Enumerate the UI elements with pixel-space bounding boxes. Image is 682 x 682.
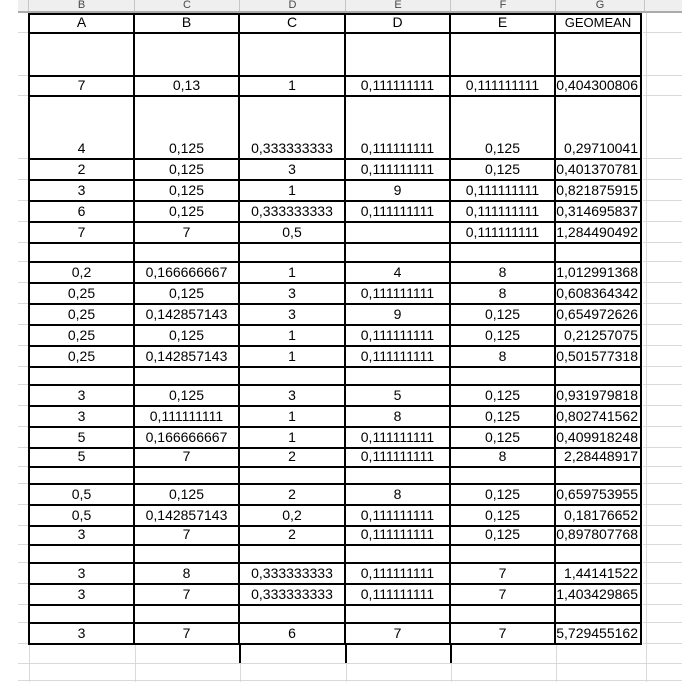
cell[interactable] — [240, 244, 346, 261]
cell[interactable]: 0,13 — [135, 77, 240, 95]
cell[interactable]: 0,111111111 — [346, 428, 451, 447]
gridline-row-stub-right — [643, 643, 682, 644]
cell[interactable]: 0,654972626 — [556, 306, 638, 322]
cell[interactable]: 0,111111111 — [346, 160, 451, 179]
gridline-row-stub-right — [643, 405, 682, 406]
cell[interactable]: 8 — [451, 263, 556, 282]
cell[interactable]: 0,111111111 — [346, 284, 451, 303]
cell[interactable]: 0,659753955 — [556, 486, 638, 502]
cell[interactable]: 6 — [240, 624, 346, 643]
table-row — [30, 244, 640, 263]
cell[interactable]: 0,111111111 — [346, 202, 451, 221]
cell[interactable]: 8 — [451, 284, 556, 303]
cell[interactable]: 0,111111111 — [346, 527, 451, 544]
cell[interactable] — [451, 468, 556, 483]
cell[interactable]: 3 — [30, 527, 135, 544]
gridline-row-stub-right — [643, 622, 682, 623]
cell[interactable]: 0,142857143 — [135, 506, 240, 525]
cell[interactable] — [135, 546, 240, 562]
cell[interactable] — [30, 468, 135, 483]
column-header-F[interactable]: F — [451, 0, 556, 11]
gridline-row-stub-right — [643, 525, 682, 526]
gridline-row-stub-right — [643, 95, 682, 96]
header-cell[interactable]: D — [346, 15, 451, 32]
cell[interactable]: 0,333333333 — [240, 97, 346, 158]
cell[interactable]: 0,111111111 — [135, 407, 240, 426]
cell[interactable] — [346, 546, 451, 562]
cell[interactable]: 0,125 — [451, 386, 556, 405]
cell[interactable]: 3 — [240, 305, 346, 324]
cell[interactable]: 0,125 — [135, 284, 240, 303]
cell[interactable]: 0,125 — [451, 527, 556, 544]
cell[interactable]: 0,111111111 — [346, 77, 451, 95]
cell[interactable]: 0,125 — [451, 485, 556, 504]
gridline-row-stub-right — [643, 242, 682, 243]
cell[interactable]: 0,333333333 — [240, 585, 346, 604]
cell[interactable] — [240, 468, 346, 483]
cell[interactable]: 0,125 — [451, 160, 556, 179]
cell[interactable] — [30, 606, 135, 622]
cell[interactable]: 0,125 — [135, 386, 240, 405]
cell[interactable]: 5 — [30, 449, 135, 466]
cell[interactable]: 0,501577318 — [556, 348, 638, 364]
cell[interactable]: 0,333333333 — [240, 202, 346, 221]
cell[interactable]: 0,25 — [30, 305, 135, 324]
cell[interactable] — [30, 34, 135, 75]
gridline-row-stub-right — [643, 504, 682, 505]
cell[interactable]: 0,608364342 — [556, 285, 638, 301]
gridline-row-stub-right — [643, 466, 682, 467]
table-row — [30, 449, 640, 468]
cell[interactable]: 0,125 — [135, 97, 240, 158]
cell[interactable]: 0,25 — [30, 326, 135, 345]
cell[interactable]: 0,125 — [451, 428, 556, 447]
cell[interactable] — [346, 34, 451, 75]
table-row — [30, 97, 640, 160]
cell[interactable]: 0,821875915 — [556, 182, 638, 198]
cell[interactable]: 7 — [135, 527, 240, 544]
cell[interactable] — [451, 606, 556, 622]
header-cell[interactable]: E — [451, 15, 556, 32]
cell[interactable]: 7 — [451, 624, 556, 643]
cell[interactable]: 8 — [451, 449, 556, 466]
gridline-row-stub-right — [643, 75, 682, 76]
cell[interactable]: 2 — [240, 449, 346, 466]
cell[interactable] — [451, 368, 556, 384]
table-row — [30, 77, 640, 97]
cell-border-extension — [239, 645, 241, 663]
cell[interactable]: 0,333333333 — [240, 564, 346, 583]
cell[interactable]: 1,284490492 — [556, 224, 638, 240]
column-header-strip — [18, 0, 682, 13]
gridline-row-stub-right — [643, 261, 682, 262]
cell[interactable]: 3 — [240, 284, 346, 303]
cell[interactable] — [135, 368, 240, 384]
cell[interactable] — [556, 546, 640, 562]
cell[interactable] — [240, 606, 346, 622]
cell[interactable]: 2 — [240, 485, 346, 504]
cell[interactable]: 1,44141522 — [556, 564, 640, 583]
cell[interactable]: 0,897807768 — [556, 527, 638, 542]
gridline-row-stub-right — [643, 544, 682, 545]
cell[interactable]: 0,125 — [451, 326, 556, 345]
cell[interactable]: 0,125 — [451, 97, 556, 158]
cell[interactable]: 5 — [30, 428, 135, 447]
cell[interactable]: 0,111111111 — [451, 223, 556, 242]
cell[interactable]: 0,111111111 — [451, 77, 556, 95]
cell[interactable] — [135, 468, 240, 483]
cell[interactable] — [135, 34, 240, 75]
cell[interactable]: 0,314695837 — [556, 203, 638, 219]
cell[interactable] — [346, 368, 451, 384]
table-header-row — [30, 15, 640, 34]
header-cell[interactable]: A — [30, 15, 135, 32]
cell[interactable] — [30, 368, 135, 384]
cell[interactable]: 1 — [240, 77, 346, 95]
cell[interactable]: 7 — [135, 585, 240, 604]
table-row — [30, 368, 640, 386]
cell[interactable]: 0,2 — [30, 263, 135, 282]
cell[interactable]: 0,111111111 — [346, 506, 451, 525]
cell[interactable]: 9 — [346, 181, 451, 200]
cell[interactable] — [556, 244, 640, 261]
cell[interactable] — [30, 546, 135, 562]
cell[interactable] — [556, 34, 640, 75]
cell[interactable]: 0,125 — [135, 202, 240, 221]
cell[interactable] — [240, 368, 346, 384]
table-row — [30, 347, 640, 368]
cell[interactable]: 3 — [30, 564, 135, 583]
cell[interactable]: 1 — [240, 428, 346, 447]
table-row — [30, 585, 640, 606]
cell[interactable]: 4 — [346, 263, 451, 282]
header-cell[interactable]: GEOMEAN — [556, 15, 640, 32]
cell[interactable] — [135, 244, 240, 261]
gridline-row-stub-right — [643, 158, 682, 159]
table-row — [30, 606, 640, 624]
cell[interactable]: 7 — [346, 624, 451, 643]
cell[interactable]: 8 — [451, 347, 556, 366]
cell[interactable]: 5,729455162 — [556, 625, 638, 641]
table-row — [30, 305, 640, 326]
column-header-G[interactable]: G — [556, 0, 645, 11]
cell[interactable]: 7 — [135, 223, 240, 242]
cell[interactable]: 0,125 — [135, 485, 240, 504]
cell[interactable]: 0,125 — [451, 407, 556, 426]
cell[interactable]: 0,409918248 — [556, 429, 638, 445]
table-row — [30, 202, 640, 223]
table-row — [30, 527, 640, 546]
cell[interactable]: 8 — [346, 485, 451, 504]
cell[interactable]: 3 — [240, 386, 346, 405]
cell[interactable]: 2 — [240, 527, 346, 544]
cell[interactable]: 0,142857143 — [135, 347, 240, 366]
gridline-row-stub-right — [643, 324, 682, 325]
cell[interactable]: 2 — [30, 160, 135, 179]
cell[interactable]: 0,5 — [240, 223, 346, 242]
table-row — [30, 564, 640, 585]
cell[interactable]: 3 — [30, 624, 135, 643]
table-row — [30, 160, 640, 181]
cell[interactable] — [451, 244, 556, 261]
table-row — [30, 263, 640, 284]
cell[interactable]: 1,012991368 — [556, 264, 638, 280]
cell[interactable]: 3 — [30, 585, 135, 604]
cell[interactable]: 9 — [346, 305, 451, 324]
cell[interactable] — [346, 223, 451, 242]
cell[interactable]: 7 — [135, 449, 240, 466]
cell[interactable]: 3 — [30, 386, 135, 405]
cell[interactable]: 0,802741562 — [556, 408, 638, 424]
cell[interactable]: 0,111111111 — [346, 97, 451, 158]
table-row — [30, 326, 640, 347]
column-header-B[interactable]: B — [29, 0, 135, 11]
cell[interactable]: 0,25 — [30, 284, 135, 303]
cell[interactable]: 0,166666667 — [135, 428, 240, 447]
cell[interactable]: 0,111111111 — [451, 181, 556, 200]
cell[interactable]: 3 — [30, 407, 135, 426]
cell[interactable]: 8 — [135, 564, 240, 583]
gridline-column-right — [646, 13, 647, 682]
cell[interactable]: 0,125 — [135, 326, 240, 345]
cell[interactable]: 1 — [240, 181, 346, 200]
cell[interactable]: 1,403429865 — [556, 586, 638, 602]
cell[interactable]: 0,125 — [451, 305, 556, 324]
gridline-row-stub-right — [643, 345, 682, 346]
cell[interactable] — [135, 606, 240, 622]
table-row — [30, 284, 640, 305]
gridline-row-stub-right — [643, 200, 682, 201]
cell[interactable]: 0,401370781 — [556, 161, 638, 177]
table-row — [30, 428, 640, 449]
table-row — [30, 624, 640, 643]
column-header-C[interactable]: C — [135, 0, 240, 11]
cell[interactable] — [556, 468, 640, 483]
cell[interactable]: 7 — [30, 77, 135, 95]
cell[interactable]: 7 — [451, 564, 556, 583]
gridline-row-stub-right — [643, 604, 682, 605]
cell[interactable]: 0,931979818 — [556, 387, 638, 403]
cell[interactable] — [240, 546, 346, 562]
cell[interactable]: 1 — [240, 347, 346, 366]
cell[interactable]: 1 — [240, 326, 346, 345]
cell[interactable]: 0,125 — [451, 506, 556, 525]
table-row — [30, 485, 640, 506]
gridline-row-bottom — [18, 663, 682, 664]
cell[interactable]: 0,111111111 — [346, 449, 451, 466]
cell[interactable]: 7 — [451, 585, 556, 604]
cell[interactable]: 0,18176652 — [556, 506, 640, 525]
cell[interactable]: 0,111111111 — [346, 326, 451, 345]
cell[interactable]: 0,404300806 — [556, 77, 638, 93]
cell[interactable] — [30, 244, 135, 261]
cell[interactable]: 0,166666667 — [135, 263, 240, 282]
cell[interactable]: 6 — [30, 202, 135, 221]
table-row — [30, 181, 640, 202]
table-row — [30, 506, 640, 527]
cell[interactable]: 0,125 — [135, 160, 240, 179]
cell[interactable] — [346, 606, 451, 622]
table-row — [30, 468, 640, 485]
cell[interactable]: 0,25 — [30, 347, 135, 366]
table-row — [30, 407, 640, 428]
cell[interactable]: 0,21257075 — [556, 326, 640, 345]
cell[interactable]: 3 — [30, 181, 135, 200]
table-row — [30, 34, 640, 77]
gridline-row-stub-right — [643, 384, 682, 385]
cell[interactable]: 0,5 — [30, 506, 135, 525]
cell[interactable] — [346, 244, 451, 261]
cell[interactable]: 0,142857143 — [135, 305, 240, 324]
cell-border-extension — [450, 645, 452, 663]
cell[interactable]: 0,5 — [30, 485, 135, 504]
cell[interactable]: 0,125 — [135, 181, 240, 200]
gridline-row-stub-right — [643, 282, 682, 283]
cell-border-extension — [345, 645, 347, 663]
cell[interactable]: 2,28448917 — [556, 449, 640, 466]
cell[interactable]: 0,111111111 — [346, 347, 451, 366]
worksheet-table — [28, 13, 642, 645]
gridline-row-stub-right — [643, 583, 682, 584]
table-row — [30, 386, 640, 407]
cell[interactable]: 0,111111111 — [451, 202, 556, 221]
cell[interactable]: 4 — [30, 97, 135, 158]
cell[interactable]: 1 — [240, 263, 346, 282]
column-header-blank[interactable] — [645, 0, 682, 11]
cell[interactable]: 0,29710041 — [556, 97, 640, 158]
cell[interactable]: 7 — [135, 624, 240, 643]
gridline-row-stub-right — [643, 221, 682, 222]
column-header-blank[interactable] — [18, 0, 29, 11]
header-cell[interactable]: B — [135, 15, 240, 32]
table-row — [30, 223, 640, 244]
column-header-D[interactable]: D — [240, 0, 346, 11]
header-cell[interactable]: C — [240, 15, 346, 32]
cell[interactable]: 3 — [240, 160, 346, 179]
gridline-row-stub-right — [643, 447, 682, 448]
gridline-row-stub-right — [643, 303, 682, 304]
cell[interactable]: 8 — [346, 407, 451, 426]
gridline-row-stub-right — [643, 366, 682, 367]
gridline-row-stub-right — [643, 32, 682, 33]
cell[interactable]: 5 — [346, 386, 451, 405]
cell[interactable] — [556, 606, 640, 622]
gridline-row-stub-right — [643, 483, 682, 484]
cell[interactable] — [346, 468, 451, 483]
cell[interactable] — [240, 34, 346, 75]
cell[interactable]: 0,2 — [240, 506, 346, 525]
cell[interactable]: 0,111111111 — [346, 585, 451, 604]
gridline-row-bottom — [18, 680, 682, 681]
cell[interactable] — [556, 368, 640, 384]
cell[interactable] — [451, 546, 556, 562]
table-row — [30, 546, 640, 564]
column-header-E[interactable]: E — [346, 0, 451, 11]
cell[interactable] — [451, 34, 556, 75]
gridline-row-stub-right — [643, 562, 682, 563]
gridline-row-stub-right — [643, 426, 682, 427]
cell[interactable]: 0,111111111 — [346, 564, 451, 583]
cell[interactable]: 7 — [30, 223, 135, 242]
gridline-row-stub-right — [643, 179, 682, 180]
cell[interactable]: 1 — [240, 407, 346, 426]
